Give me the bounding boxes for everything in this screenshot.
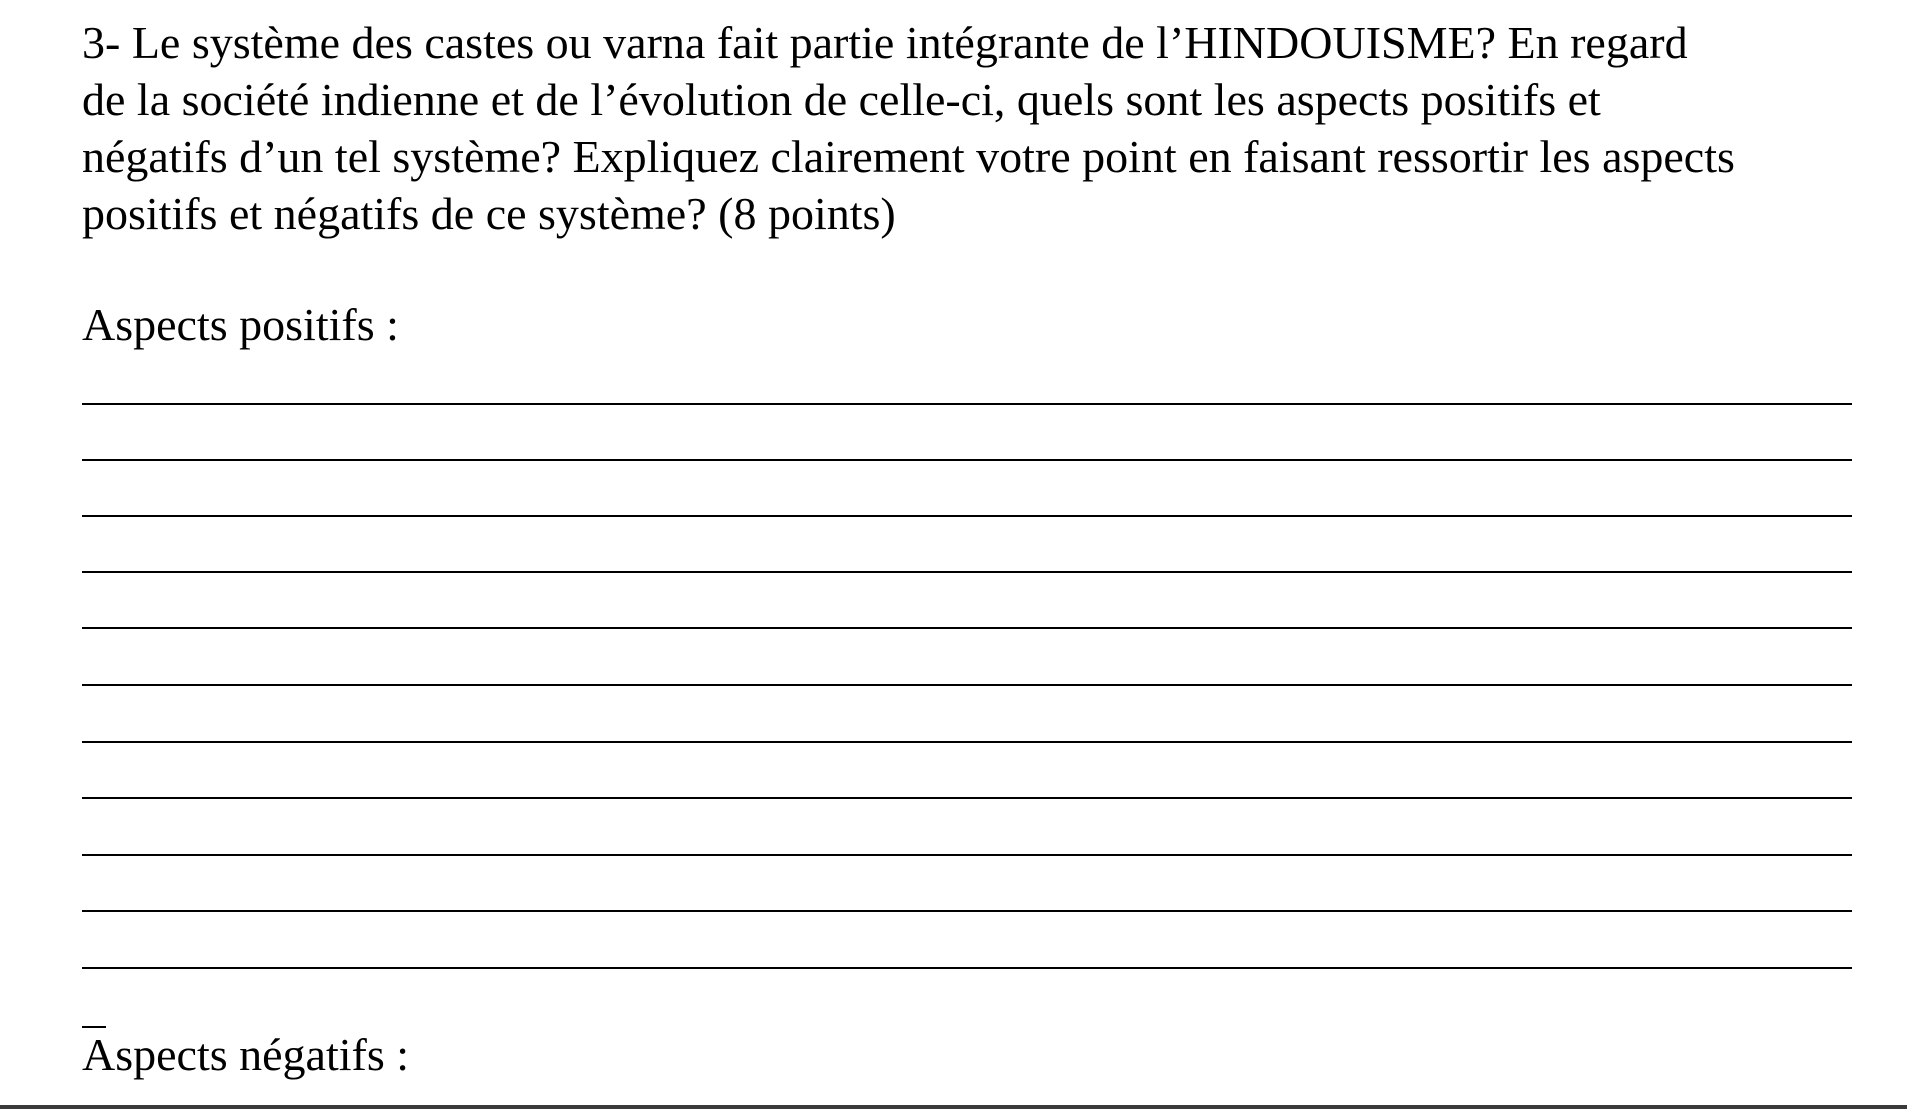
answer-line[interactable] [82,967,1852,969]
answer-line[interactable] [82,571,1852,573]
answer-line[interactable] [82,627,1852,629]
answer-line[interactable] [82,459,1852,461]
question-line-1: 3- Le système des castes ou varna fait partie intégrante de l’HINDOUISME? En regard [82,17,1688,68]
answer-line[interactable] [82,910,1852,912]
question-text [82,14,1882,242]
answer-line[interactable] [82,515,1852,517]
positive-aspects-label: Aspects positifs : [82,299,399,350]
question-line-3: négatifs d’un tel système? Expliquez clairement votre point en faisant ressortir les aspects [82,131,1735,182]
negative-aspects-label: Aspects négatifs : [82,1029,410,1080]
answer-line[interactable] [82,854,1852,856]
question-line-2: de la société indienne et de l’évolution de celle-ci, quels sont les aspects positifs et [82,74,1601,125]
answer-line[interactable] [82,797,1852,799]
answer-line[interactable] [82,684,1852,686]
question-line-4: positifs et négatifs de ce système? (8 points) [82,188,896,239]
answer-line[interactable] [82,403,1852,405]
page-bottom-border [0,1105,1907,1109]
answer-line[interactable] [82,741,1852,743]
